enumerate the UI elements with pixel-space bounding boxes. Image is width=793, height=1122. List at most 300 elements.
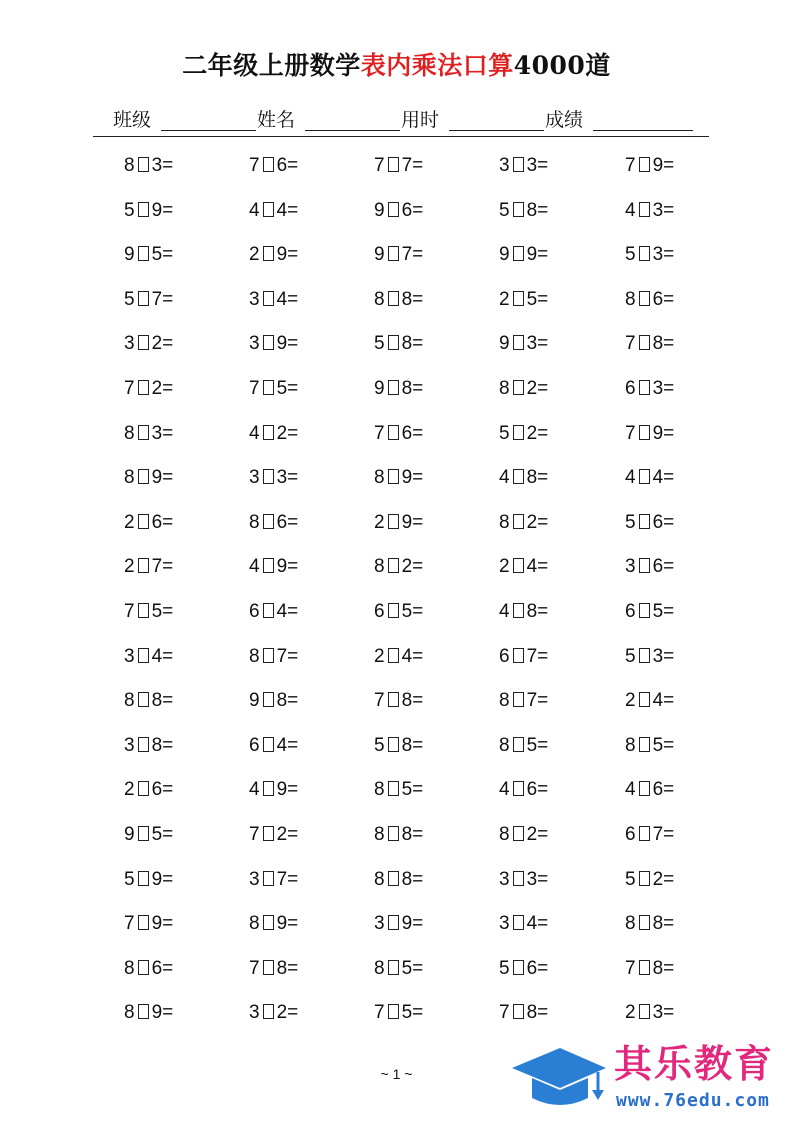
operator-icon: [639, 514, 650, 529]
operand-b: 4: [276, 734, 288, 756]
operator-icon: [138, 737, 149, 752]
problem-cell: [124, 420, 173, 448]
equals-sign: =: [162, 422, 174, 444]
equals-sign: =: [162, 645, 174, 667]
operator-icon: [639, 380, 650, 395]
operand-b: 9: [276, 779, 288, 801]
operand-a: 8: [124, 422, 135, 444]
operator-icon: [513, 871, 524, 886]
problem-cell: [249, 464, 298, 492]
equals-sign: =: [412, 957, 424, 979]
problem-cell: [625, 330, 674, 358]
problem-cell: [625, 955, 674, 983]
equals-sign: =: [663, 690, 675, 712]
operator-icon: [138, 558, 149, 573]
equals-sign: =: [663, 1002, 675, 1024]
equals-sign: =: [287, 199, 299, 221]
problem-cell: [625, 286, 674, 314]
operator-icon: [513, 246, 524, 261]
operand-a: 4: [625, 199, 636, 221]
problem-cell: [124, 464, 173, 492]
operand-a: 3: [499, 155, 510, 176]
operator-icon: [138, 380, 149, 395]
operand-b: 2: [526, 511, 538, 533]
operand-b: 7: [526, 645, 538, 667]
operand-a: 8: [124, 957, 135, 979]
operand-b: 3: [652, 199, 664, 221]
operand-a: 7: [249, 823, 260, 845]
operand-b: 8: [401, 823, 413, 845]
operand-b: 8: [401, 690, 413, 712]
operand-a: 5: [499, 199, 510, 221]
operand-b: 4: [652, 690, 664, 712]
operand-b: 4: [526, 913, 538, 935]
operator-icon: [513, 960, 524, 975]
problem-cell: [249, 420, 298, 448]
equals-sign: =: [412, 868, 424, 890]
operand-a: 8: [625, 288, 636, 310]
operator-icon: [513, 469, 524, 484]
operand-a: 8: [625, 734, 636, 756]
equals-sign: =: [162, 377, 174, 399]
problem-row: [0, 371, 793, 416]
operand-b: 8: [401, 734, 413, 756]
problem-cell: [249, 152, 298, 180]
operator-icon: [388, 737, 399, 752]
problem-cell: [625, 598, 674, 626]
operator-icon: [263, 380, 274, 395]
operand-b: 4: [276, 199, 288, 221]
operand-a: 4: [499, 779, 510, 801]
equals-sign: =: [412, 422, 424, 444]
operand-b: 6: [401, 422, 413, 444]
operand-a: 8: [124, 1002, 135, 1024]
operand-a: 8: [625, 913, 636, 935]
problem-cell: [124, 910, 173, 938]
operand-b: 2: [276, 823, 288, 845]
problem-row: [0, 505, 793, 550]
operand-a: 3: [249, 467, 260, 489]
operator-icon: [639, 915, 650, 930]
problem-cell: [374, 286, 423, 314]
problem-cell: [249, 241, 298, 269]
operator-icon: [388, 826, 399, 841]
operand-a: 5: [124, 868, 135, 890]
problem-cell: [124, 197, 173, 225]
operand-b: 9: [276, 244, 288, 266]
problem-cell: [249, 643, 298, 671]
equals-sign: =: [162, 288, 174, 310]
operand-b: 2: [652, 868, 664, 890]
problem-cell: [124, 732, 173, 760]
equals-sign: =: [162, 155, 174, 176]
operator-icon: [263, 157, 274, 172]
operator-icon: [138, 469, 149, 484]
operator-icon: [263, 871, 274, 886]
problem-cell: [249, 955, 298, 983]
problem-cell: [499, 687, 548, 715]
operator-icon: [138, 960, 149, 975]
operator-icon: [388, 335, 399, 350]
equals-sign: =: [663, 600, 675, 622]
operand-a: 8: [499, 690, 510, 712]
equals-sign: =: [287, 422, 299, 444]
problem-cell: [374, 152, 423, 180]
problem-cell: [625, 464, 674, 492]
equals-sign: =: [537, 556, 549, 578]
operand-a: 8: [124, 690, 135, 712]
operator-icon: [639, 246, 650, 261]
equals-sign: =: [412, 244, 424, 266]
operator-icon: [138, 1004, 149, 1019]
operand-b: 2: [276, 1002, 288, 1024]
operand-a: 7: [249, 957, 260, 979]
problem-cell: [625, 910, 674, 938]
equals-sign: =: [663, 734, 675, 756]
problem-cell: [374, 776, 423, 804]
equals-sign: =: [537, 377, 549, 399]
time-blank[interactable]: [449, 130, 544, 131]
equals-sign: =: [663, 511, 675, 533]
equals-sign: =: [162, 823, 174, 845]
equals-sign: =: [537, 823, 549, 845]
operator-icon: [513, 603, 524, 618]
problem-cell: [499, 955, 548, 983]
equals-sign: =: [412, 823, 424, 845]
operator-icon: [513, 826, 524, 841]
equals-sign: =: [287, 913, 299, 935]
equals-sign: =: [162, 690, 174, 712]
operand-b: 8: [652, 957, 664, 979]
problem-cell: [499, 999, 548, 1027]
operand-a: 7: [625, 957, 636, 979]
equals-sign: =: [287, 511, 299, 533]
operand-b: 8: [401, 377, 413, 399]
operator-icon: [388, 871, 399, 886]
problem-cell: [499, 152, 548, 180]
problem-cell: [625, 687, 674, 715]
operand-b: 8: [276, 957, 288, 979]
problem-cell: [249, 598, 298, 626]
operator-icon: [263, 246, 274, 261]
operator-icon: [263, 202, 274, 217]
score-label: 成绩: [545, 109, 584, 131]
problem-cell: [625, 509, 674, 537]
operator-icon: [639, 335, 650, 350]
operand-b: 7: [526, 690, 538, 712]
operator-icon: [513, 1004, 524, 1019]
problem-row: [0, 772, 793, 817]
equals-sign: =: [287, 690, 299, 712]
equals-sign: =: [162, 199, 174, 221]
operator-icon: [263, 915, 274, 930]
problem-cell: [625, 197, 674, 225]
operand-a: 3: [249, 288, 260, 310]
operand-a: 4: [249, 422, 260, 444]
operand-a: 9: [124, 823, 135, 845]
problem-cell: [124, 241, 173, 269]
operator-icon: [639, 960, 650, 975]
equals-sign: =: [663, 288, 675, 310]
operand-a: 5: [499, 957, 510, 979]
operand-b: 6: [276, 511, 288, 533]
operand-b: 9: [276, 556, 288, 578]
equals-sign: =: [412, 690, 424, 712]
operator-icon: [513, 558, 524, 573]
problem-cell: [625, 732, 674, 760]
operator-icon: [639, 157, 650, 172]
problem-cell: [625, 420, 674, 448]
operand-b: 9: [151, 868, 163, 890]
operator-icon: [513, 425, 524, 440]
equals-sign: =: [287, 244, 299, 266]
equals-sign: =: [663, 868, 675, 890]
operand-a: 4: [499, 467, 510, 489]
problem-cell: [374, 866, 423, 894]
operand-a: 9: [374, 377, 385, 399]
equals-sign: =: [412, 913, 424, 935]
operand-b: 8: [151, 734, 163, 756]
problem-cell: [249, 732, 298, 760]
operand-a: 2: [374, 511, 385, 533]
operand-b: 9: [276, 333, 288, 355]
problem-cell: [374, 464, 423, 492]
operand-b: 8: [401, 288, 413, 310]
equals-sign: =: [537, 288, 549, 310]
problem-cell: [374, 553, 423, 581]
brand-watermark: [508, 1038, 793, 1122]
equals-sign: =: [162, 779, 174, 801]
operator-icon: [388, 380, 399, 395]
problem-cell: [374, 375, 423, 403]
equals-sign: =: [162, 913, 174, 935]
operand-b: 9: [276, 913, 288, 935]
problem-cell: [249, 375, 298, 403]
operand-a: 2: [124, 511, 135, 533]
operand-a: 5: [625, 645, 636, 667]
title-grade: 二年级上册数学: [182, 51, 361, 80]
operator-icon: [388, 425, 399, 440]
operand-a: 9: [499, 333, 510, 355]
operand-a: 9: [499, 244, 510, 266]
operand-a: 2: [124, 779, 135, 801]
equals-sign: =: [287, 957, 299, 979]
operand-a: 2: [625, 1002, 636, 1024]
operator-icon: [138, 335, 149, 350]
problem-cell: [625, 999, 674, 1027]
operator-icon: [513, 335, 524, 350]
problem-cell: [124, 598, 173, 626]
problem-cell: [499, 330, 548, 358]
equals-sign: =: [537, 645, 549, 667]
operator-icon: [263, 603, 274, 618]
operator-icon: [388, 781, 399, 796]
operand-b: 2: [401, 556, 413, 578]
operand-b: 4: [151, 645, 163, 667]
problem-cell: [499, 598, 548, 626]
operand-a: 3: [499, 868, 510, 890]
problem-cell: [124, 375, 173, 403]
operand-a: 8: [249, 913, 260, 935]
operator-icon: [263, 558, 274, 573]
operand-b: 8: [526, 467, 538, 489]
operand-b: 4: [652, 467, 664, 489]
class-blank[interactable]: [161, 130, 256, 131]
operand-b: 4: [276, 288, 288, 310]
problem-cell: [625, 375, 674, 403]
operand-b: 9: [526, 244, 538, 266]
operator-icon: [263, 291, 274, 306]
operator-icon: [388, 915, 399, 930]
operator-icon: [138, 826, 149, 841]
operand-a: 6: [374, 600, 385, 622]
equals-sign: =: [412, 645, 424, 667]
operand-b: 6: [276, 155, 288, 176]
operand-b: 5: [401, 957, 413, 979]
equals-sign: =: [412, 734, 424, 756]
operator-icon: [513, 692, 524, 707]
operand-b: 9: [401, 467, 413, 489]
operator-icon: [263, 514, 274, 529]
operand-b: 3: [526, 868, 538, 890]
problem-cell: [499, 866, 548, 894]
operand-a: 4: [499, 600, 510, 622]
equals-sign: =: [287, 1002, 299, 1024]
operator-icon: [138, 157, 149, 172]
operand-b: 6: [151, 779, 163, 801]
operator-icon: [388, 291, 399, 306]
operand-a: 4: [249, 199, 260, 221]
operand-b: 5: [401, 779, 413, 801]
operator-icon: [138, 915, 149, 930]
operand-a: 8: [249, 511, 260, 533]
operator-icon: [513, 291, 524, 306]
operand-b: 3: [652, 377, 664, 399]
equals-sign: =: [663, 779, 675, 801]
equals-sign: =: [287, 779, 299, 801]
problem-cell: [249, 509, 298, 537]
operand-a: 7: [124, 377, 135, 399]
operand-b: 3: [276, 467, 288, 489]
operand-a: 9: [124, 244, 135, 266]
problem-cell: [249, 999, 298, 1027]
operand-b: 4: [526, 556, 538, 578]
operand-b: 7: [151, 556, 163, 578]
problem-cell: [499, 732, 548, 760]
operator-icon: [513, 915, 524, 930]
operand-b: 2: [526, 377, 538, 399]
equals-sign: =: [412, 1002, 424, 1024]
operator-icon: [138, 871, 149, 886]
equals-sign: =: [663, 556, 675, 578]
problem-cell: [625, 821, 674, 849]
operator-icon: [138, 648, 149, 663]
operator-icon: [263, 692, 274, 707]
problem-row: [0, 148, 793, 193]
equals-sign: =: [287, 645, 299, 667]
operator-icon: [263, 960, 274, 975]
time-label: 用时: [401, 109, 440, 131]
equals-sign: =: [412, 155, 424, 176]
problem-cell: [124, 687, 173, 715]
operand-b: 5: [401, 1002, 413, 1024]
problem-cell: [249, 776, 298, 804]
equals-sign: =: [162, 1002, 174, 1024]
problem-cell: [124, 509, 173, 537]
problem-cell: [625, 776, 674, 804]
operand-a: 8: [499, 377, 510, 399]
operand-a: 2: [124, 556, 135, 578]
operand-a: 6: [499, 645, 510, 667]
operand-b: 9: [652, 155, 664, 176]
problem-row: [0, 237, 793, 282]
problem-cell: [249, 286, 298, 314]
operand-a: 2: [499, 556, 510, 578]
name-blank[interactable]: [305, 130, 400, 131]
operand-a: 3: [374, 913, 385, 935]
equals-sign: =: [663, 913, 675, 935]
equals-sign: =: [162, 244, 174, 266]
problem-cell: [124, 821, 173, 849]
operand-b: 5: [151, 244, 163, 266]
operator-icon: [639, 871, 650, 886]
operand-b: 9: [401, 913, 413, 935]
operand-a: 8: [124, 467, 135, 489]
operator-icon: [639, 202, 650, 217]
operator-icon: [639, 737, 650, 752]
operator-icon: [138, 425, 149, 440]
operand-b: 3: [652, 1002, 664, 1024]
operand-a: 3: [124, 333, 135, 355]
operand-b: 8: [151, 690, 163, 712]
brand-url[interactable]: www.76edu.com: [616, 1090, 770, 1111]
score-blank[interactable]: [593, 130, 693, 131]
operand-a: 9: [374, 244, 385, 266]
problem-row: [0, 549, 793, 594]
operator-icon: [639, 1004, 650, 1019]
operator-icon: [639, 558, 650, 573]
operand-b: 3: [526, 155, 538, 176]
operand-b: 8: [401, 333, 413, 355]
operator-icon: [263, 648, 274, 663]
equals-sign: =: [412, 377, 424, 399]
operand-b: 5: [526, 288, 538, 310]
equals-sign: =: [162, 868, 174, 890]
operand-a: 8: [374, 467, 385, 489]
problem-row: [0, 817, 793, 862]
operand-b: 7: [401, 155, 413, 176]
problem-cell: [499, 553, 548, 581]
operand-b: 6: [401, 199, 413, 221]
operand-a: 3: [499, 913, 510, 935]
operator-icon: [639, 826, 650, 841]
operand-a: 3: [625, 556, 636, 578]
problem-cell: [625, 553, 674, 581]
operand-b: 2: [526, 422, 538, 444]
equals-sign: =: [663, 467, 675, 489]
operand-b: 8: [276, 690, 288, 712]
operand-b: 8: [401, 868, 413, 890]
operand-b: 3: [151, 422, 163, 444]
operand-a: 5: [124, 288, 135, 310]
equals-sign: =: [537, 690, 549, 712]
class-label: 班级: [113, 109, 152, 131]
problem-cell: [249, 687, 298, 715]
equals-sign: =: [537, 422, 549, 444]
student-info-line: [93, 106, 709, 137]
operator-icon: [639, 648, 650, 663]
operator-icon: [388, 202, 399, 217]
